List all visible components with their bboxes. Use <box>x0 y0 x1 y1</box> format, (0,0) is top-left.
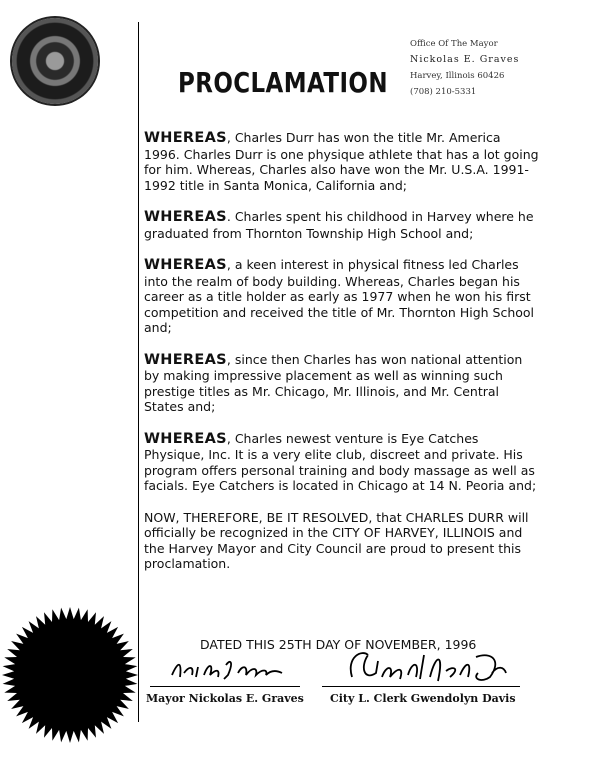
whereas-paragraph: WHEREAS, since then Charles has won national attention by making impressive placement as well as winning such prestige titles as Mr. Chicago, Mr. Illinois, and Mr. Central States and; <box>144 351 523 414</box>
clerk-signature <box>342 647 512 687</box>
city-seal-top <box>12 18 98 104</box>
whereas-paragraph: WHEREAS. Charles spent his childhood in Harvey where he graduated from Thornton Township High School and; <box>144 209 534 241</box>
whereas-text: Charles newest venture is Eye Catches Physique, Inc. It is a very elite club, discreet and private. His program offers personal training and body massage as well as facials. Eye Catchers is located in Chicago at 14 N. Peoria and; <box>144 430 537 493</box>
whereas-text: Charles Durr has won the title Mr. America 1996. Charles Durr is one physique athlete that has a lot going for him. Whereas, Charles also have won the Mr. U.S.A. 1991-1992 title in Santa Monica, California and; <box>144 130 539 193</box>
proclamation-body <box>144 130 539 588</box>
whereas-text: Charles spent his childhood in Harvey where he graduated from Thornton Township High School and; <box>144 209 534 241</box>
notary-seal <box>0 605 140 745</box>
whereas-paragraph: WHEREAS, Charles newest venture is Eye Catches Physique, Inc. It is a very elite club, discreet and private. His program offers personal training and body massage as well as facials. Eye Catchers is located in Chicago at 14 N. Peoria and; <box>144 430 537 493</box>
mayor-name: Nickolas E. Graves <box>410 54 520 65</box>
whereas-keyword: WHEREAS <box>144 130 227 146</box>
letterhead <box>410 36 519 100</box>
office-label: Office Of The Mayor <box>410 39 498 49</box>
whereas-keyword: WHEREAS <box>144 430 227 447</box>
mayor-signature-line <box>150 686 300 687</box>
whereas-paragraph: WHEREAS, a keen interest in physical fitness led Charles into the realm of body building. Whereas, Charles began his career as a title holder as early as 1977 when he won his first competition and received the title of Mr. Thornton High School and; <box>144 257 535 335</box>
clerk-caption: City L. Clerk Gwendolyn Davis <box>330 692 516 705</box>
mayor-caption: Mayor Nickolas E. Graves <box>146 692 304 705</box>
whereas-text: since then Charles has won national attention by making impressive placement as well as winning such prestige titles as Mr. Chicago, Mr. Illinois, and Mr. Central States and; <box>144 351 523 414</box>
dated-line: DATED THIS 25TH DAY OF NOVEMBER, 1996 <box>200 637 477 652</box>
whereas-paragraph: WHEREAS, Charles Durr has won the title Mr. America 1996. Charles Durr is one physique athlete that has a lot going for him. Whereas, Charles also have won the Mr. U.S.A. 1991-1992 title in Santa Monica, California and; <box>144 130 539 193</box>
whereas-keyword: WHEREAS <box>144 257 227 273</box>
mayor-signature <box>168 655 288 683</box>
city-address: Harvey, Illinois 60426 <box>410 71 505 81</box>
phone-number: (708) 210-5331 <box>410 87 477 97</box>
document-title: PROCLAMATION <box>178 66 388 99</box>
whereas-text: a keen interest in physical fitness led Charles into the realm of body building. Whereas, Charles began his career as a title holder as early as 1977 when he won his first competition and received the title of Mr. Thornton High School and; <box>144 257 535 335</box>
clerk-signature-line <box>322 686 520 687</box>
whereas-keyword: WHEREAS <box>144 209 227 225</box>
resolution-paragraph: NOW, THEREFORE, BE IT RESOLVED, that CHARLES DURR will officially be recognized in the CITY OF HARVEY, ILLINOIS and the Harvey Mayor and City Council are proud to present this proclamation. <box>144 509 529 571</box>
whereas-keyword: WHEREAS <box>144 351 227 368</box>
